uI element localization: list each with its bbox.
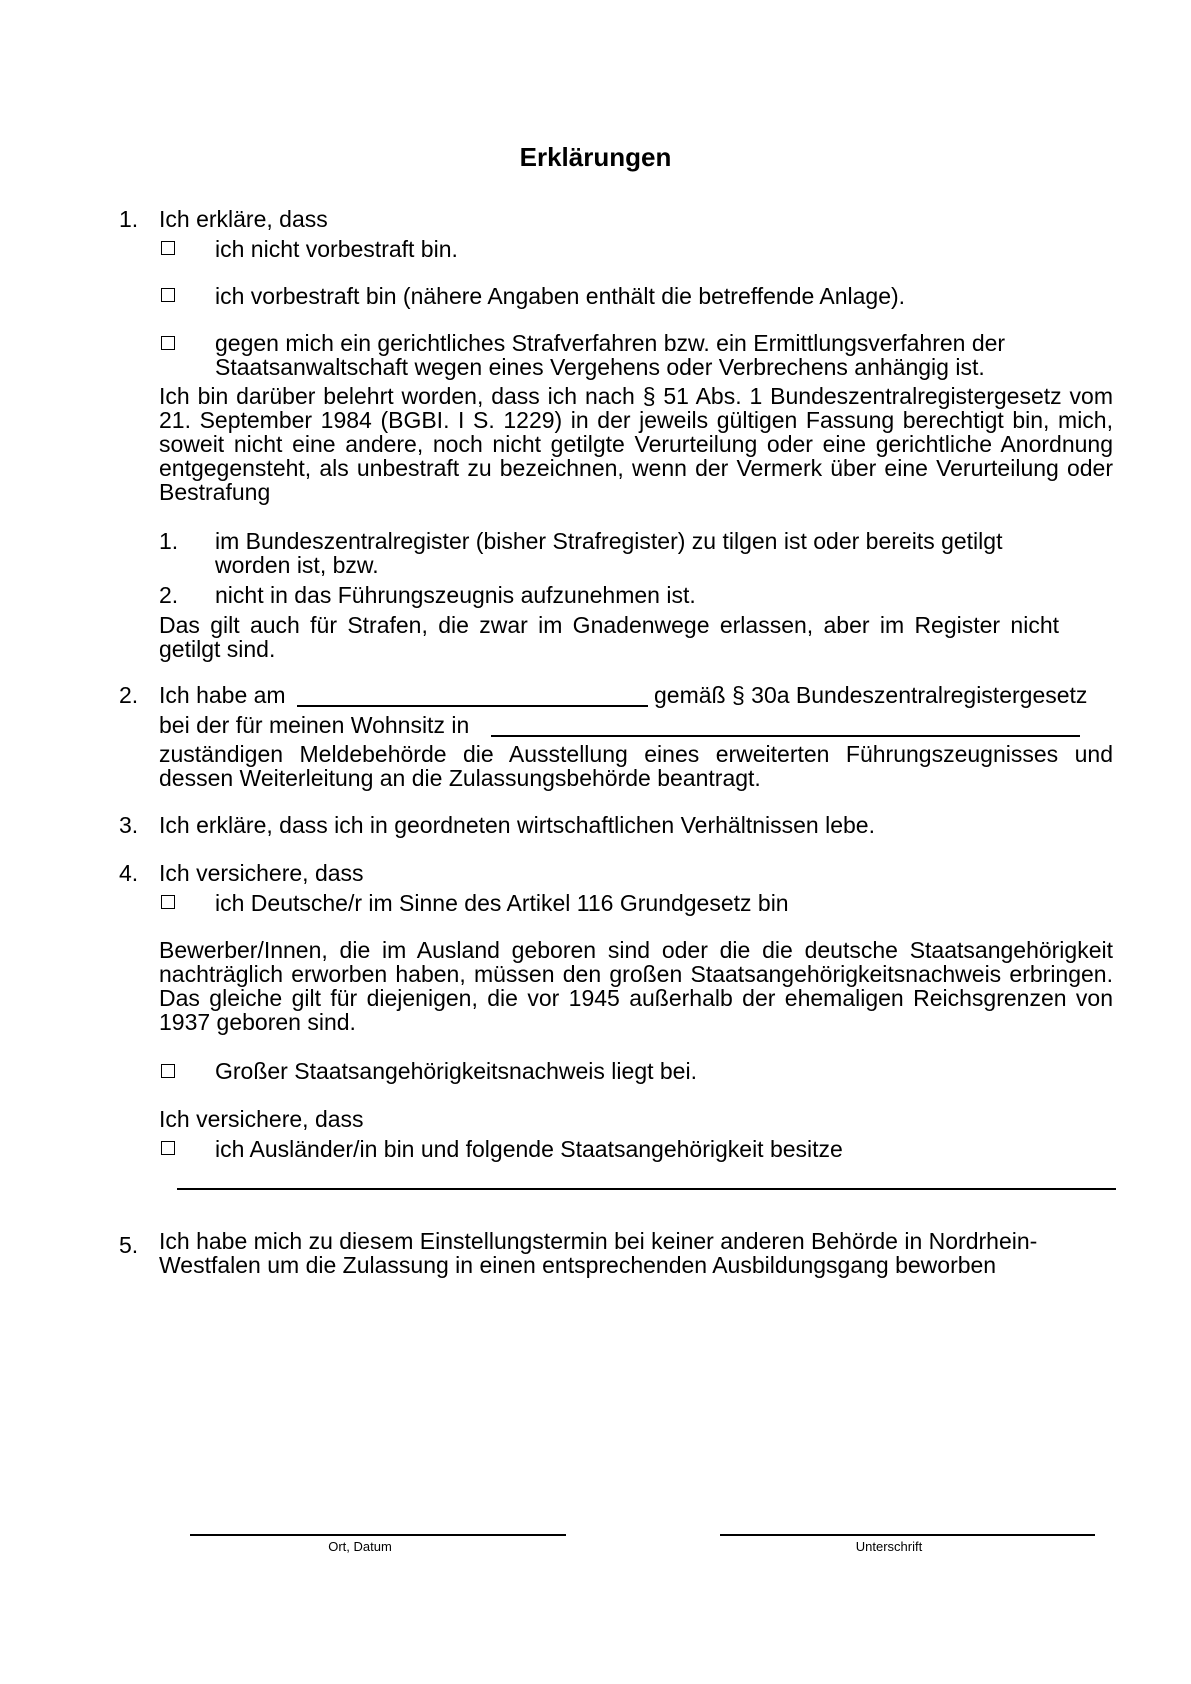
option-citizenship-proof: Großer Staatsangehörigkeitsnachweis liegt bei.	[215, 1058, 697, 1084]
section-5-line-2: Westfalen um die Zulassung in einen entsprechenden Ausbildungsgang beworben	[159, 1252, 997, 1278]
checkbox-convicted[interactable]	[161, 288, 175, 302]
section-4-intro-2: Ich versichere, dass	[159, 1106, 364, 1132]
section-2-text-b: gemäß § 30a Bundeszentralregistergesetz	[654, 682, 1088, 708]
sub-item-2-text: nicht in das Führungszeugnis aufzunehmen ist.	[215, 582, 696, 608]
page-title: Erklärungen	[519, 142, 672, 172]
signature-line[interactable]	[720, 1534, 1095, 1536]
signature-label: Unterschrift	[855, 1539, 923, 1554]
section-1-legal-notice: Ich bin darüber belehrt worden, dass ich nach § 51 Abs. 1 Bundeszentralregistergesetz vom 21. September 1984 (BGBI. I S. 1229) in der jeweils gültigen Fassung berechtigt bin, mich, soweit nicht eine andere, noch nicht getilgte Verurteilung oder eine gerichtliche Anordnung entgegensteht, als unbestraft zu bezeichnen, wenn der Vermerk über eine Verurteilung oder Bestrafung	[159, 383, 1113, 505]
sub-item-1-number: 1.	[159, 528, 179, 554]
place-date-label: Ort, Datum	[328, 1539, 392, 1554]
section-5-line-1: Ich habe mich zu diesem Einstellungstermin bei keiner anderen Behörde in Nordrhein-	[159, 1228, 1038, 1254]
residence-blank-line[interactable]	[491, 735, 1080, 737]
section-1-closing: Das gilt auch für Strafen, die zwar im Gnadenwege erlassen, aber im Register nicht getilgt sind.	[159, 612, 1059, 662]
nationality-blank-line[interactable]	[177, 1188, 1116, 1190]
sub-item-2-number: 2.	[159, 582, 179, 608]
option-convicted: ich vorbestraft bin (nähere Angaben enthält die betreffende Anlage).	[215, 283, 906, 309]
option-pending-line-2: Staatsanwaltschaft wegen eines Vergehens oder Verbrechens anhängig ist.	[215, 354, 985, 380]
sub-item-1-line-2: worden ist, bzw.	[215, 552, 379, 578]
section-2-text-c: bei der für meinen Wohnsitz in	[159, 712, 470, 738]
section-5-number: 5.	[119, 1232, 139, 1258]
section-2-text-a: Ich habe am	[159, 682, 286, 708]
checkbox-not-convicted[interactable]	[161, 241, 175, 255]
option-foreign-citizen: ich Ausländer/in bin und folgende Staatsangehörigkeit besitze	[215, 1136, 843, 1162]
section-2-number: 2.	[119, 682, 139, 708]
section-4-number: 4.	[119, 860, 139, 886]
section-4-intro: Ich versichere, dass	[159, 860, 364, 886]
checkbox-pending-proceedings[interactable]	[161, 336, 175, 350]
checkbox-foreign-citizen[interactable]	[161, 1141, 175, 1155]
checkbox-german-citizen[interactable]	[161, 895, 175, 909]
section-1-number: 1.	[119, 206, 139, 232]
option-pending-line-1: gegen mich ein gerichtliches Strafverfahren bzw. ein Ermittlungsverfahren der	[215, 330, 1006, 356]
sub-item-1-line-1: im Bundeszentralregister (bisher Strafregister) zu tilgen ist oder bereits getilgt	[215, 528, 1003, 554]
date-blank-line[interactable]	[297, 705, 648, 707]
section-2-text-d: zuständigen Meldebehörde die Ausstellung eines erweiterten Führungszeugnisses und dessen Weiterleitung an die Zulassungsbehörde beantragt.	[159, 741, 1113, 791]
section-3-text: Ich erkläre, dass ich in geordneten wirtschaftlichen Verhältnissen lebe.	[159, 812, 875, 838]
place-date-line[interactable]	[190, 1534, 566, 1536]
section-4-notice: Bewerber/Innen, die im Ausland geboren sind oder die die deutsche Staatsangehörigkeit nachträglich erworben haben, müssen den großen Staatsangehörigkeitsnachweis erbringen. Das gleiche gilt für diejenigen, die vor 1945 außerhalb der ehemaligen Reichsgrenzen von 1937 geboren sind.	[159, 937, 1113, 1035]
checkbox-citizenship-proof[interactable]	[161, 1064, 175, 1078]
option-not-convicted: ich nicht vorbestraft bin.	[215, 236, 458, 262]
section-3-number: 3.	[119, 812, 139, 838]
option-german-citizen: ich Deutsche/r im Sinne des Artikel 116 Grundgesetz bin	[215, 890, 789, 916]
section-1-intro: Ich erkläre, dass	[159, 206, 328, 232]
